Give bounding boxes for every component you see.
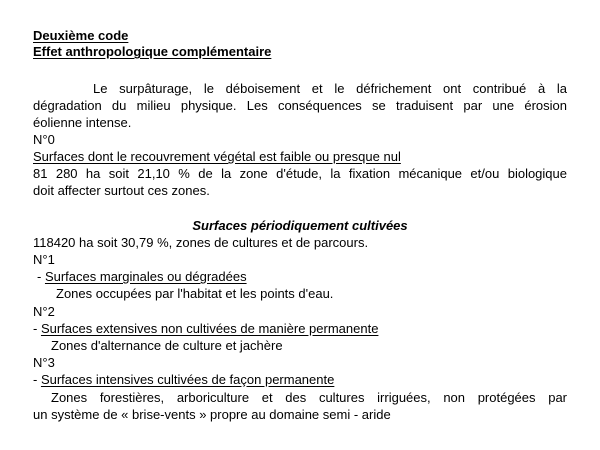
paragraph-line: dégradation du milieu physique. Les conséquences se traduisent par une érosion bbox=[33, 98, 567, 113]
n2-title: Surfaces extensives non cultivées de manière permanente bbox=[40, 321, 379, 336]
code-label-n3: N°3 bbox=[33, 355, 55, 370]
n2-text: Zones d'alternance de culture et jachère bbox=[51, 338, 283, 353]
n3-text-line: un système de « brise-vents » propre au domaine semi - aride bbox=[33, 407, 391, 422]
n0-text-line: 81 280 ha soit 21,10 % de la zone d'étude, la fixation mécanique et/ou biologique bbox=[33, 166, 567, 181]
dash: - bbox=[37, 269, 45, 284]
n2-title-line bbox=[33, 320, 378, 337]
heading-effet-anthropologique: Effet anthropologique complémentaire bbox=[33, 44, 272, 59]
section-intro: 118420 ha soit 30,79 %, zones de cultures et de parcours. bbox=[33, 235, 369, 250]
heading-deuxieme-code: Deuxième code bbox=[33, 28, 129, 43]
n1-title-line bbox=[37, 268, 247, 285]
n0-text-line: doit affecter surtout ces zones. bbox=[33, 183, 210, 198]
paragraph-line: éolienne intense. bbox=[33, 115, 132, 130]
dash: - bbox=[33, 372, 41, 387]
dash: - bbox=[33, 321, 41, 336]
paragraph-line: Le surpâturage, le déboisement et le défrichement ont contribué à la bbox=[93, 81, 567, 96]
code-label-n2: N°2 bbox=[33, 304, 55, 319]
n1-text: Zones occupées par l'habitat et les points d'eau. bbox=[56, 286, 334, 301]
code-label-n0: N°0 bbox=[33, 132, 55, 147]
n0-title: Surfaces dont le recouvrement végétal est faible ou presque nul bbox=[33, 149, 401, 164]
n3-title-line bbox=[33, 371, 334, 388]
n1-title: Surfaces marginales ou dégradées bbox=[44, 269, 247, 284]
n3-title: Surfaces intensives cultivées de façon permanente bbox=[40, 372, 335, 387]
code-label-n1: N°1 bbox=[33, 252, 55, 267]
section-title: Surfaces périodiquement cultivées bbox=[192, 218, 408, 233]
n3-text-line: Zones forestières, arboriculture et des cultures irriguées, non protégées par bbox=[51, 390, 567, 405]
